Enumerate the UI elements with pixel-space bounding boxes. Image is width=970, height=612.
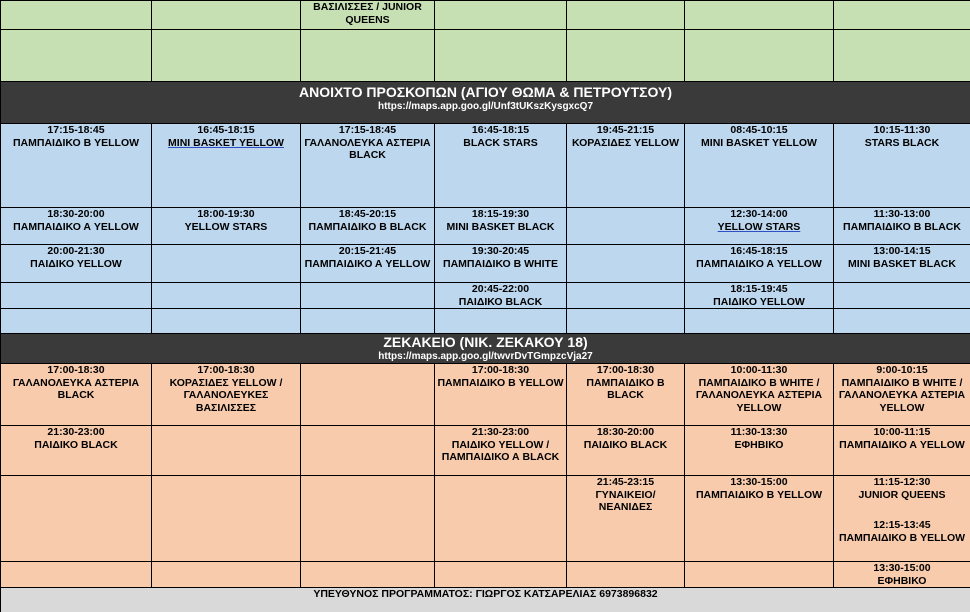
schedule-cell — [435, 426, 567, 476]
schedule-cell — [685, 476, 834, 562]
slot-time: 21:30-23:00 — [47, 426, 105, 438]
schedule-cell — [1, 208, 152, 245]
slot-time: 16:45-18:15 — [730, 245, 788, 257]
slot-time: 18:45-20:15 — [338, 208, 397, 220]
schedule-cell — [152, 208, 301, 245]
slot-time: 16:45-18:15 — [197, 124, 255, 136]
slot-time: 08:45-10:15 — [730, 124, 788, 136]
cell — [685, 30, 834, 82]
schedule-cell — [834, 283, 970, 309]
team-name: ΠΑΜΠΑΙΔΙΚΟ Β YELLOW — [838, 531, 966, 544]
slot-time: 13:00-14:15 — [873, 245, 931, 257]
team-name: ΓΥΝΑΙΚΕΙΟ/ ΝΕΑΝΙΔΕΣ — [595, 488, 656, 513]
cell: ΒΑΣΙΛΙΣΣΕΣ / JUNIOR QUEENS — [301, 1, 435, 30]
cell — [1, 1, 152, 30]
schedule-cell — [1, 426, 152, 476]
schedule-cell — [435, 562, 567, 588]
team-name: ΠΑΜΠΑΙΔΙΚΟ Β YELLOW — [437, 376, 564, 389]
schedule-cell — [152, 309, 301, 334]
team-name: ΠΑΜΠΑΙΔΙΚΟ Α YELLOW — [304, 257, 431, 270]
slot-time: 17:00-18:30 — [471, 364, 530, 376]
schedule-cell — [685, 562, 834, 588]
slot-time: 18:30-20:00 — [596, 426, 655, 438]
team-name: ΕΦΗΒΙΚΟ — [877, 574, 927, 587]
team-name: ΠΑΜΠΑΙΔΙΚΟ Β YELLOW — [695, 488, 823, 501]
schedule-cell — [1, 283, 152, 309]
schedule-cell — [301, 426, 435, 476]
cell — [152, 1, 301, 30]
schedule-cell — [301, 208, 435, 245]
schedule-cell — [834, 208, 970, 245]
schedule-cell — [435, 476, 567, 562]
schedule-cell — [435, 208, 567, 245]
team-name: ΠΑΜΠΑΙΔΙΚΟ Α YELLOW — [13, 220, 139, 233]
slot-time: 21:30-23:00 — [471, 426, 530, 438]
schedule-cell — [567, 124, 685, 208]
team-name: ΠΑΜΠΑΙΔΙΚΟ Α YELLOW — [839, 438, 965, 451]
cell — [301, 30, 435, 82]
schedule-row — [1, 562, 970, 588]
team-name: ΠΑΙΔΙΚΟ YELLOW — [30, 257, 122, 270]
cell — [834, 30, 970, 82]
cell — [567, 30, 685, 82]
slot-time: 18:15-19:30 — [471, 208, 530, 220]
cell — [1, 30, 152, 82]
schedule-cell — [685, 364, 834, 426]
slot-time: 20:45-22:00 — [471, 283, 530, 295]
venue-header — [1, 334, 970, 364]
slot-time: 20:15-21:45 — [338, 245, 397, 257]
cell — [435, 30, 567, 82]
team-name: STARS BLACK — [864, 136, 940, 149]
schedule-cell — [301, 124, 435, 208]
venue-map-link[interactable]: https://maps.app.goo.gl/Unf3tUKszKysgxcQ7 — [377, 101, 594, 112]
schedule-cell — [834, 309, 970, 334]
footer-row — [1, 588, 970, 612]
schedule-cell — [435, 309, 567, 334]
team-name: ΠΑΙΔΙΚΟ YELLOW / ΠΑΜΠΑΙΔΙΚΟ Α BLACK — [441, 438, 560, 463]
schedule-cell — [1, 309, 152, 334]
schedule-cell — [567, 283, 685, 309]
venue-title: ΖΕΚΑΚΕΙΟ (ΝΙΚ. ΖΕΚΑΚΟΥ 18) — [383, 334, 588, 350]
team-name: ΠΑΜΠΑΙΔΙΚΟ Α YELLOW — [696, 257, 822, 270]
schedule-cell — [435, 364, 567, 426]
team-name: ΓΑΛΑΝΟΛΕΥΚΑ ΑΣΤΕΡΙΑ BLACK — [12, 376, 140, 401]
slot-time: 13:30-15:00 — [730, 476, 788, 488]
schedule-cell — [301, 562, 435, 588]
schedule-cell — [567, 309, 685, 334]
team-name: MINI BASKET BLACK — [848, 257, 956, 270]
schedule-cell — [152, 476, 301, 562]
schedule-cell — [834, 124, 970, 208]
schedule-cell — [834, 364, 970, 426]
slot-time: 16:45-18:15 — [471, 124, 530, 136]
team-name: ΠΑΙΔΙΚΟ YELLOW — [713, 295, 805, 308]
schedule-cell — [685, 426, 834, 476]
slot-time: 12:15-13:45 — [873, 519, 931, 531]
slot-time: 11:30-13:30 — [730, 426, 788, 438]
schedule-cell — [685, 309, 834, 334]
schedule-cell — [567, 476, 685, 562]
schedule-row — [1, 309, 970, 334]
slot-time: 18:15-19:45 — [730, 283, 788, 295]
schedule-cell — [152, 124, 301, 208]
schedule-cell — [152, 364, 301, 426]
schedule-cell — [152, 562, 301, 588]
schedule-cell — [1, 245, 152, 283]
cell — [685, 1, 834, 30]
slot-time: 12:30-14:00 — [730, 208, 788, 220]
slot-time: 19:30-20:45 — [471, 245, 530, 257]
slot-time: 17:00-18:30 — [596, 364, 655, 376]
team-name: ΠΑΜΠΑΙΔΙΚΟ Β WHITE / ΓΑΛΑΝΟΛΕΥΚΑ ΑΣΤΕΡΙΑ YELLOW — [838, 376, 966, 414]
slot-time: 17:00-18:30 — [47, 364, 105, 376]
schedule-cell — [152, 283, 301, 309]
cell — [435, 1, 567, 30]
team-name: ΕΦΗΒΙΚΟ — [734, 438, 784, 451]
slot-time: 10:00-11:30 — [730, 364, 788, 376]
slot-time: 18:30-20:00 — [47, 208, 105, 220]
team-name: ΠΑΜΠΑΙΔΙΚΟ Β YELLOW — [12, 136, 140, 149]
slot-time: 11:30-13:00 — [873, 208, 931, 220]
schedule-cell — [834, 426, 970, 476]
program-manager-footer: ΥΠΕΥΘΥΝΟΣ ΠΡΟΓΡΑΜΜΑΤΟΣ: ΓΙΩΡΓΟΣ ΚΑΤΣΑΡΕΛΙΑΣ 6973896832 — [1, 588, 970, 612]
schedule-cell — [301, 309, 435, 334]
team-name: ΠΑΜΠΑΙΔΙΚΟ Β WHITE — [443, 257, 558, 270]
team-name: ΠΑΙΔΙΚΟ BLACK — [34, 438, 118, 451]
venue-map-link[interactable]: https://maps.app.goo.gl/twvrDvTGmpzcVja27 — [378, 351, 593, 362]
green-row-2 — [1, 30, 970, 82]
schedule-cell — [435, 124, 567, 208]
schedule-cell — [301, 476, 435, 562]
team-name: ΠΑΜΠΑΙΔΙΚΟ Β WHITE / ΓΑΛΑΝΟΛΕΥΚΑ ΑΣΤΕΡΙΑ YELLOW — [695, 376, 823, 414]
venue-header-cell — [1, 334, 970, 364]
schedule-cell — [685, 283, 834, 309]
schedule-cell — [834, 562, 970, 588]
slot-time: 10:00-11:15 — [873, 426, 931, 438]
venue-header-cell — [1, 82, 970, 124]
venue-title: ΑΝΟΙΧΤΟ ΠΡΟΣΚΟΠΩΝ (ΑΓΙΟΥ ΘΩΜΑ & ΠΕΤΡΟΥΤΣΟΥ) — [298, 84, 673, 100]
team-name: MINI BASKET YELLOW — [701, 136, 817, 149]
schedule-cell — [834, 476, 970, 562]
slot-time: 11:15-12:30 — [873, 476, 931, 488]
schedule-cell — [567, 426, 685, 476]
team-name: ΠΑΙΔΙΚΟ BLACK — [458, 295, 543, 308]
slot-time: 9:00-10:15 — [876, 364, 928, 376]
slot-time: 19:45-21:15 — [596, 124, 655, 136]
slot-time: 18:00-19:30 — [197, 208, 255, 220]
team-name: ΚΟΡΑΣΙΔΕΣ YELLOW — [572, 136, 679, 149]
schedule-cell — [435, 283, 567, 309]
schedule-cell — [1, 364, 152, 426]
schedule-cell — [567, 562, 685, 588]
schedule-row — [1, 426, 970, 476]
team-name: YELLOW STARS — [184, 220, 268, 233]
schedule-cell — [685, 124, 834, 208]
team-name: MINI BASKET YELLOW — [168, 136, 284, 149]
schedule-cell — [1, 562, 152, 588]
schedule-cell — [152, 245, 301, 283]
slot-time: 20:00-21:30 — [47, 245, 105, 257]
schedule-row — [1, 208, 970, 245]
team-name: ΚΟΡΑΣΙΔΕΣ YELLOW / ΓΑΛΑΝΟΛΕΥΚΕΣ ΒΑΣΙΛΙΣΣΕΣ — [169, 376, 283, 414]
schedule-cell — [567, 364, 685, 426]
schedule-cell — [685, 208, 834, 245]
schedule-cell — [567, 208, 685, 245]
schedule-cell — [301, 364, 435, 426]
cell — [834, 1, 970, 30]
schedule-cell — [301, 245, 435, 283]
schedule-cell — [834, 245, 970, 283]
team-name: ΠΑΜΠΑΙΔΙΚΟ Β BLACK — [843, 220, 961, 233]
slot-time: 17:00-18:30 — [197, 364, 255, 376]
green-row-1 — [1, 1, 970, 30]
schedule-cell — [567, 245, 685, 283]
venue-header — [1, 82, 970, 124]
schedule-cell — [1, 476, 152, 562]
team-name: YELLOW STARS — [717, 220, 801, 233]
schedule-row — [1, 476, 970, 562]
cell — [152, 30, 301, 82]
team-name: JUNIOR QUEENS — [858, 488, 946, 501]
schedule-cell — [152, 426, 301, 476]
team-name: ΓΑΛΑΝΟΛΕΥΚΑ ΑΣΤΕΡΙΑ BLACK — [304, 136, 431, 161]
team-name: ΠΑΙΔΙΚΟ BLACK — [583, 438, 668, 451]
schedule-row — [1, 245, 970, 283]
schedule-cell — [685, 245, 834, 283]
slot-time: 17:15-18:45 — [338, 124, 397, 136]
schedule-cell — [1, 124, 152, 208]
schedule-row — [1, 124, 970, 208]
team-name: BLACK STARS — [463, 136, 538, 149]
slot-time: 13:30-15:00 — [873, 562, 931, 574]
schedule-row — [1, 364, 970, 426]
schedule-cell — [435, 245, 567, 283]
slot-time: 17:15-18:45 — [47, 124, 105, 136]
slot-time: 21:45-23:15 — [596, 476, 655, 488]
team-name: ΠΑΜΠΑΙΔΙΚΟ Β BLACK — [586, 376, 665, 401]
schedule-row — [1, 283, 970, 309]
cell — [567, 1, 685, 30]
schedule-cell — [301, 283, 435, 309]
slot-time: 10:15-11:30 — [873, 124, 931, 136]
team-name: MINI BASKET BLACK — [446, 220, 555, 233]
team-name: ΠΑΜΠΑΙΔΙΚΟ Β BLACK — [308, 220, 427, 233]
